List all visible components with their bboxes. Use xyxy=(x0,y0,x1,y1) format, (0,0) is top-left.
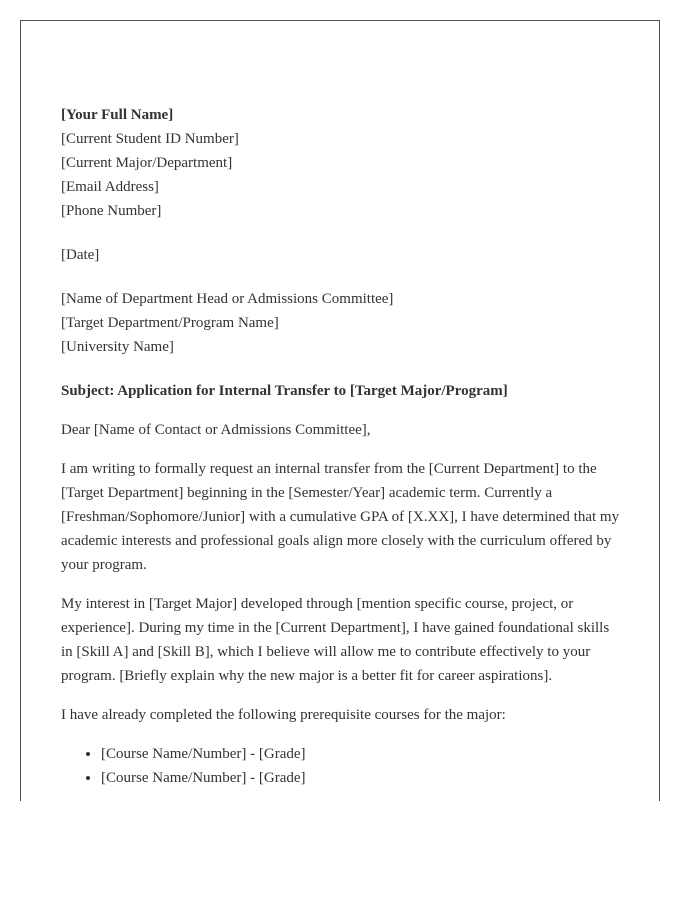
sender-major: [Current Major/Department] xyxy=(61,155,233,171)
list-item: • [Course Name/Number] - [Grade] xyxy=(101,766,621,790)
sender-student-id: [Current Student ID Number] xyxy=(61,131,239,147)
body-paragraph-1: I am writing to formally request an internal transfer from the [Current Department] to the [Target Department] beginning in the [Semester/Year] academic term. Currently a [Freshman/Sophomore/Junior] with a cumulative GPA of [X.XX], I have determined that my academic interests and professional goals align more closely with the curriculum offered by your program. xyxy=(61,461,620,573)
courses-intro: I have already completed the following prerequisite courses for the major: xyxy=(61,707,506,723)
letter-date: [Date] xyxy=(61,247,100,263)
sender-block xyxy=(61,103,621,223)
letter-content xyxy=(61,103,621,790)
sender-phone: [Phone Number] xyxy=(61,203,162,219)
recipient-name: [Name of Department Head or Admissions Committee] xyxy=(61,291,394,307)
recipient-department: [Target Department/Program Name] xyxy=(61,315,279,331)
recipient-block xyxy=(61,287,621,359)
recipient-university: [University Name] xyxy=(61,339,174,355)
sender-name: [Your Full Name] xyxy=(61,107,174,123)
list-item: • [Course Name/Number] - [Grade] xyxy=(101,742,621,766)
salutation: Dear [Name of Contact or Admissions Committee], xyxy=(61,422,371,438)
subject-line: Subject: Application for Internal Transfer to [Target Major/Program] xyxy=(61,383,508,399)
sender-email: [Email Address] xyxy=(61,179,159,195)
date-block xyxy=(61,243,621,267)
course-list xyxy=(61,742,621,790)
letter-page xyxy=(20,20,660,801)
body-paragraph-2: My interest in [Target Major] developed through [mention specific course, project, or experience]. During my time in the [Current Department], I have gained foundational skills in [Skill A] and [Skill B], which I believe will allow me to contribute effectively to your program. [Briefly explain why the new major is a better fit for career aspirations]. xyxy=(61,596,610,684)
